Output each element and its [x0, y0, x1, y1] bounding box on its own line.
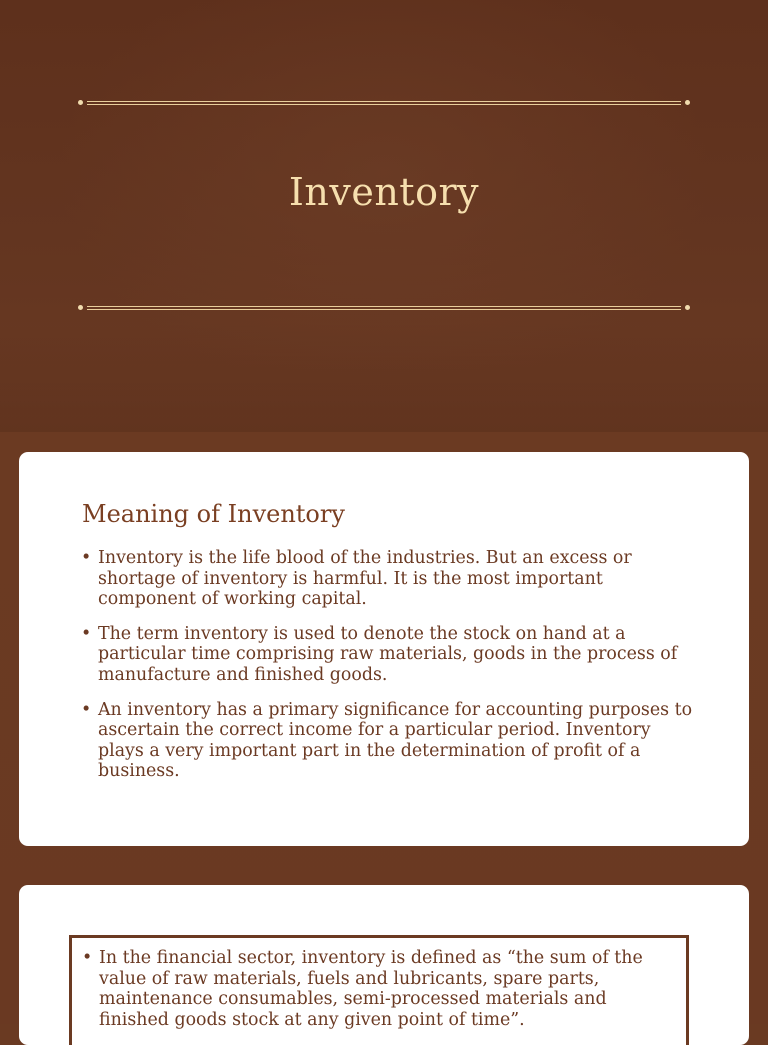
bullet-list: [79, 548, 699, 796]
bullet-icon: •: [82, 948, 93, 968]
list-item: [80, 948, 680, 1030]
slide-meaning-of-inventory: [19, 452, 749, 846]
bullet-text: In the financial sector, inventory is defined as “the sum of the value of raw materials, fuels and lubricants, spare parts, maintenance consumables, semi-processed materials and finished goods stock at any given point of time”.: [99, 948, 643, 1030]
bullet-icon: •: [81, 548, 92, 568]
rule-dot-icon: [78, 100, 83, 105]
title-slide: [0, 0, 768, 432]
bullet-icon: •: [81, 623, 92, 644]
rule-dot-icon: [685, 100, 690, 105]
decorative-rule-bottom: [78, 305, 690, 311]
bordered-text-box: [69, 935, 689, 1045]
bullet-text: An inventory has a primary significance for accounting purposes to ascertain the correct income for a particular period. Inventory plays a very important part in the determination of profit of a business.: [98, 699, 693, 782]
list-item: [79, 548, 699, 610]
decorative-rule-top: [78, 100, 690, 106]
rule-dot-icon: [685, 305, 690, 310]
rule-dot-icon: [78, 305, 83, 310]
bullet-text: Inventory is the life blood of the industries. But an excess or shortage of inventory is harmful. It is the most important component of working capital.: [98, 548, 632, 610]
bullet-icon: •: [81, 699, 92, 720]
slide-inventory-definition: [19, 885, 749, 1045]
slide-heading: Meaning of Inventory: [82, 500, 345, 528]
list-item: [79, 624, 699, 686]
bullet-list: [80, 948, 680, 1044]
bullet-text: The term inventory is used to denote the stock on hand at a particular time comprising raw materials, goods in the process of manufacture and finished goods.: [98, 623, 678, 685]
list-item: [79, 700, 699, 782]
slide-title: Inventory: [288, 170, 480, 214]
